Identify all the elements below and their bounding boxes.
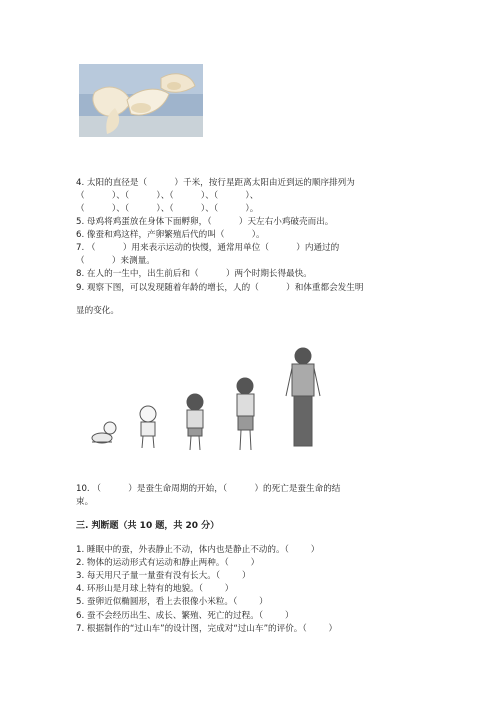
judgment-item: 3. 每天用尺子量一量蚕有没有长大。（ ）	[76, 571, 251, 581]
question-line: （ ）来测量。	[76, 256, 155, 266]
judgment-item: 2. 物体的运动形式有运动和静止两种。（ ）	[76, 558, 260, 568]
adult	[286, 348, 320, 446]
question-line: 6. 像蚕和鸡这样，产卵繁殖后代的叫（ ）。	[76, 230, 265, 240]
section-title: 三. 判断题（共 10 题，共 20 分）	[76, 521, 220, 531]
crawling-baby	[92, 422, 116, 443]
question-line: （ ）、（ ）、（ ）、（ ）、	[76, 191, 259, 201]
question-line: 5. 母鸡将鸡蛋放在身体下面孵卵，（ ）天左右小鸡破壳而出。	[76, 217, 334, 227]
judgment-item: 1. 睡眠中的蚕，外表静止不动，体内也是静止不动的。（ ）	[76, 545, 320, 555]
question-line: （ ）、（ ）、（ ）、（ ）。	[76, 204, 259, 214]
question-line: 7. （ ）用来表示运动的快慢，通常用单位（ ）内通过的	[76, 243, 340, 253]
question-10-cont: 束。	[76, 497, 94, 507]
question-line: 9. 观察下图，可以发现随着年龄的增长，人的（ ）和体重都会发生明	[76, 283, 364, 293]
question-line: 8. 在人的一生中，出生前后和（ ）两个时期长得最快。	[76, 269, 312, 279]
question-10: 10. （ ）是蚕生命周期的开始，（ ）的死亡是蚕生命的结	[76, 484, 341, 494]
silkworm-moth-photo	[79, 64, 203, 137]
judgment-item: 4. 环形山是月球上特有的地貌。（ ）	[76, 584, 234, 594]
boy	[237, 378, 254, 450]
question-line: 显的变化。	[76, 306, 119, 316]
judgment-item: 5. 蚕卵近似椭圆形，看上去很像小米粒。（ ）	[76, 597, 268, 607]
human-growth-figure	[88, 344, 328, 454]
child	[187, 394, 203, 450]
question-line: 4. 太阳的直径是（ ）千米，按行星距离太阳由近到远的顺序排列为	[76, 178, 355, 188]
toddler	[140, 406, 156, 448]
judgment-item: 7. 根据制作的“过山车”的设计图，完成对“过山车”的评价。（ ）	[76, 624, 338, 634]
judgment-item: 6. 蚕不会经历出生、成长、繁殖、死亡的过程。（ ）	[76, 611, 294, 621]
